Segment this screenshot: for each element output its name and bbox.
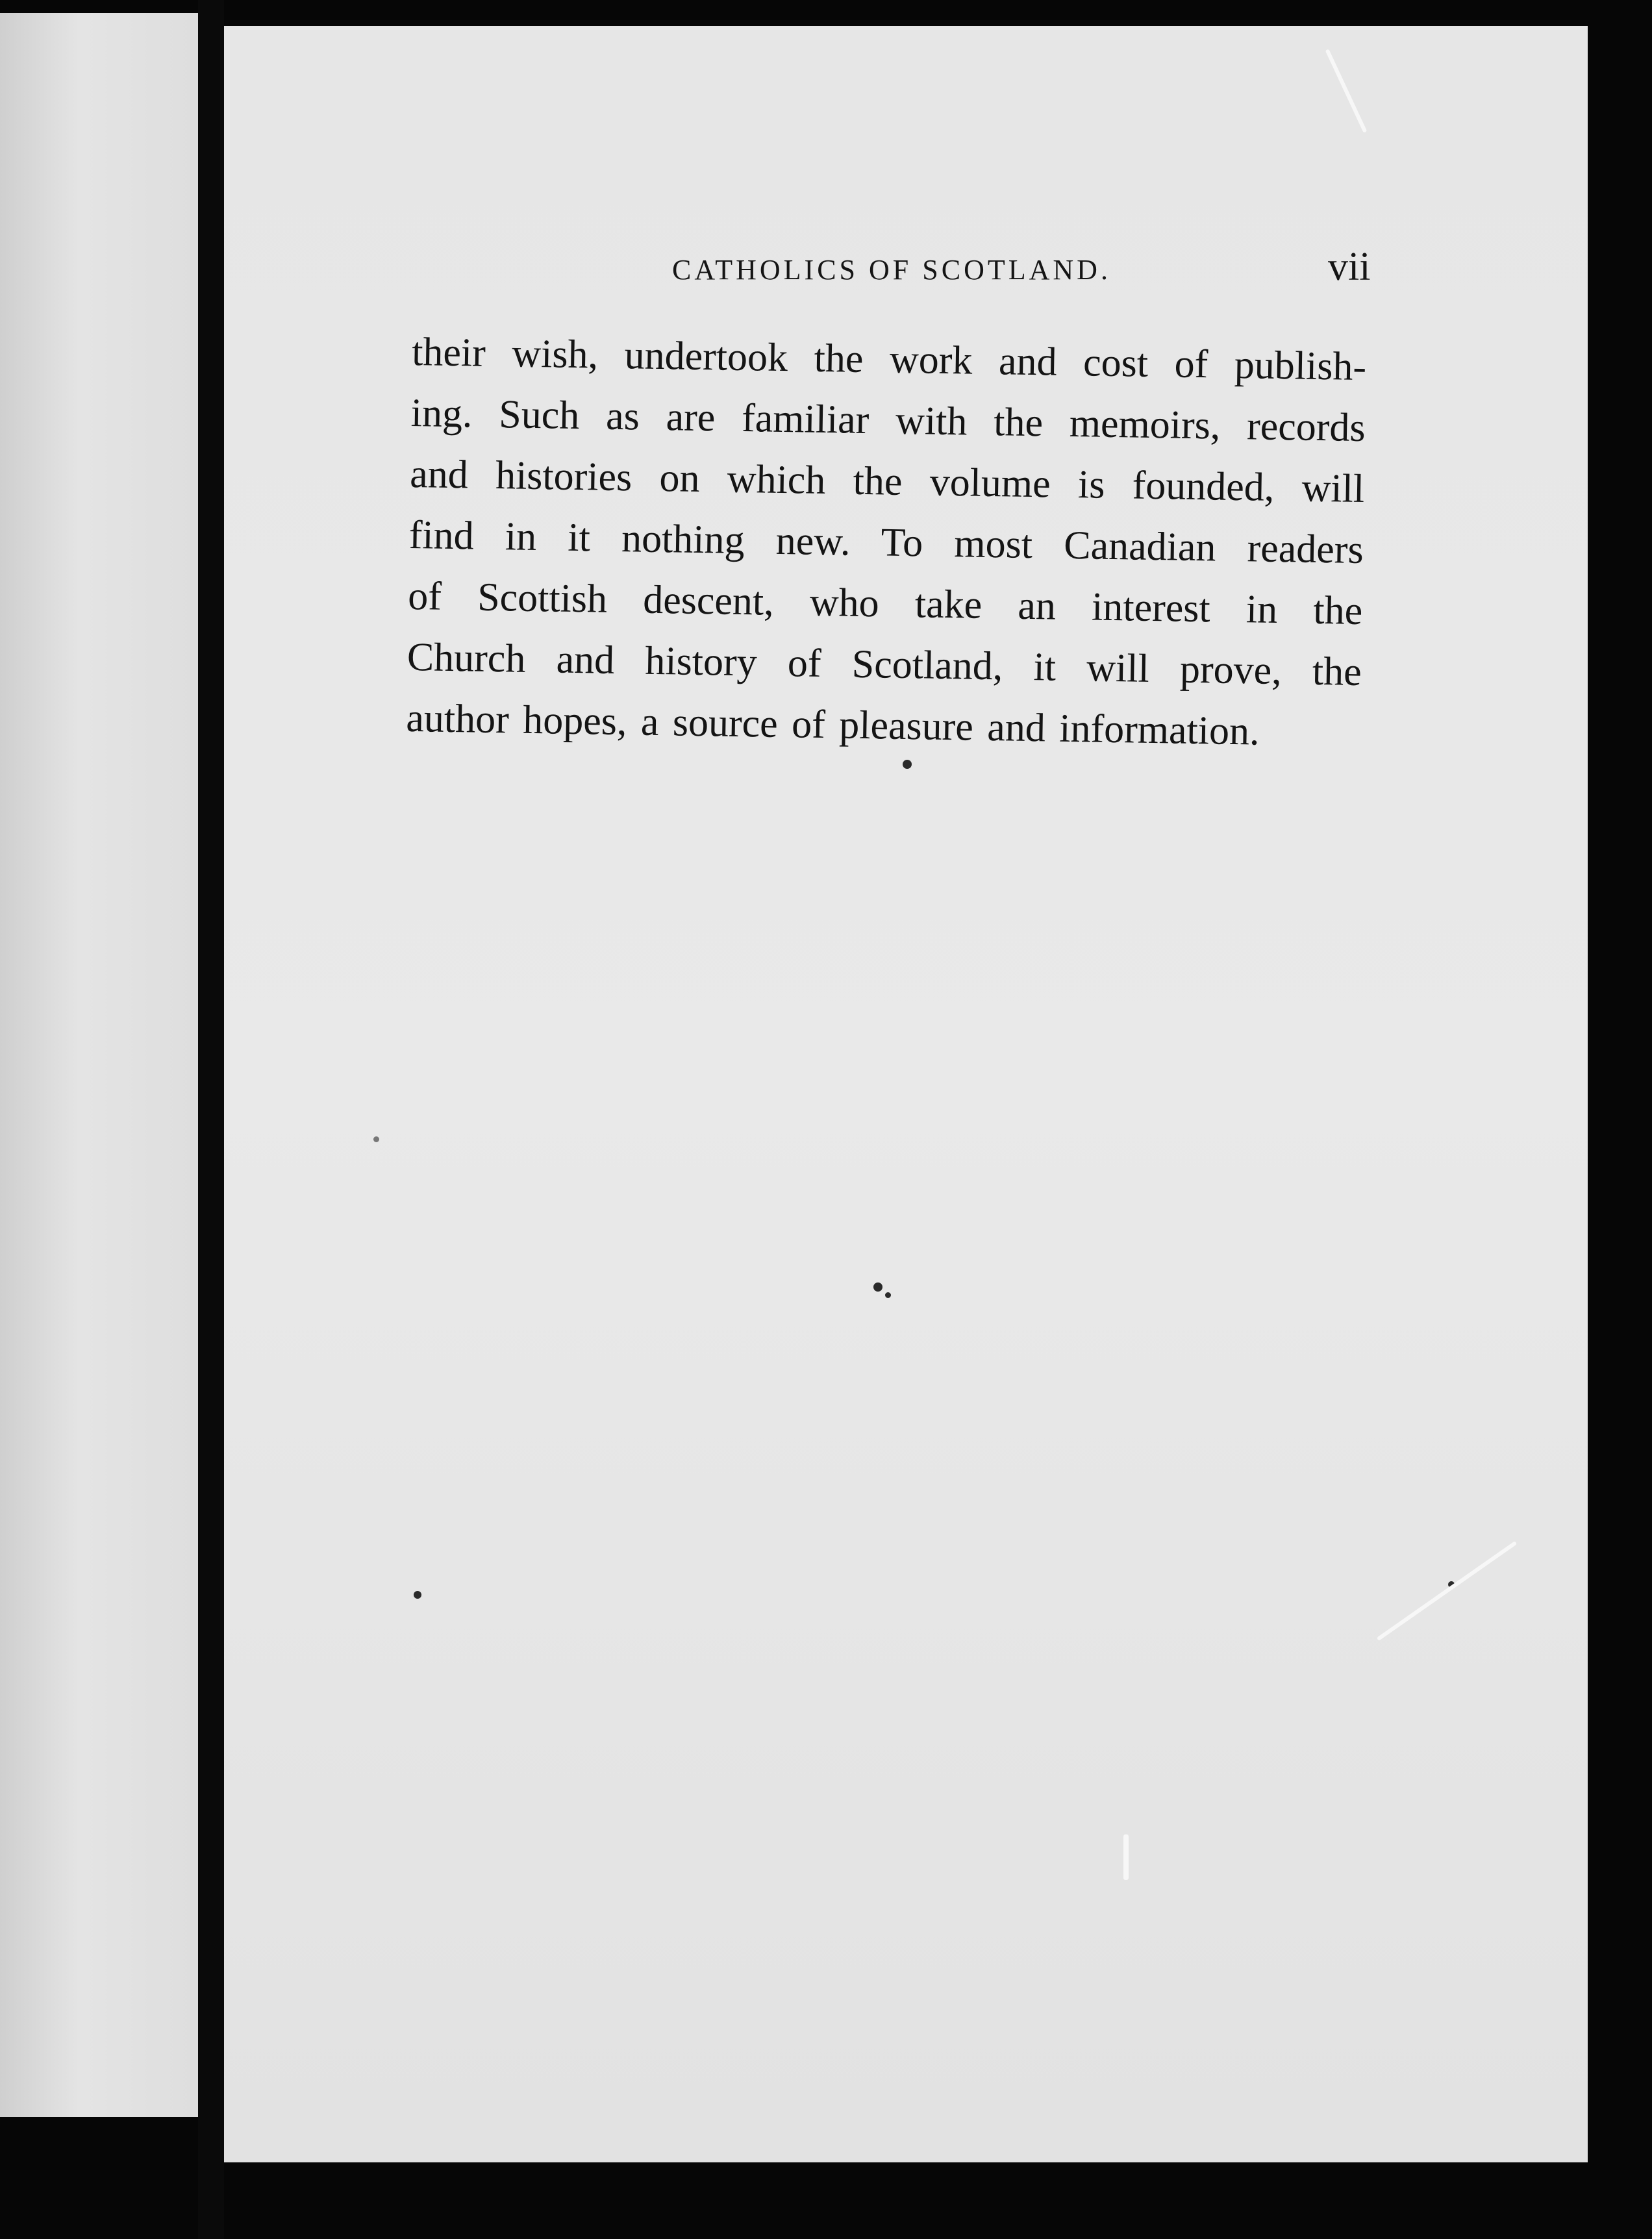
page-header (224, 245, 1588, 305)
binding-gutter (198, 0, 224, 2239)
ink-speck (903, 760, 912, 769)
film-scratch (1377, 1541, 1517, 1641)
previous-page-edge (0, 13, 202, 2117)
text-line: ing. Such as are familiar with the memoirs, records (410, 390, 1366, 451)
ink-speck (873, 1282, 882, 1292)
text-line: and histories on which the volume is founded, will (409, 451, 1365, 512)
running-title: CATHOLICS OF SCOTLAND. (672, 254, 1111, 286)
text-line: their wish, undertook the work and cost of publish- (411, 329, 1367, 390)
text-line: author hopes, a source of pleasure and information. (405, 695, 1260, 754)
film-scratch (1325, 49, 1368, 132)
body-paragraph (406, 321, 1367, 764)
ink-speck (885, 1292, 891, 1298)
film-scratch (1123, 1834, 1129, 1880)
text-line: Church and history of Scotland, it will prove, the (407, 634, 1362, 695)
scan-border (1588, 0, 1652, 2239)
book-page (224, 26, 1588, 2162)
page-number: vii (1328, 245, 1371, 289)
text-line: find in it nothing new. To most Canadian readers (408, 512, 1364, 573)
text-line: of Scottish descent, who take an interest in the (407, 573, 1363, 634)
ink-speck (414, 1591, 421, 1599)
ink-speck (373, 1136, 379, 1142)
